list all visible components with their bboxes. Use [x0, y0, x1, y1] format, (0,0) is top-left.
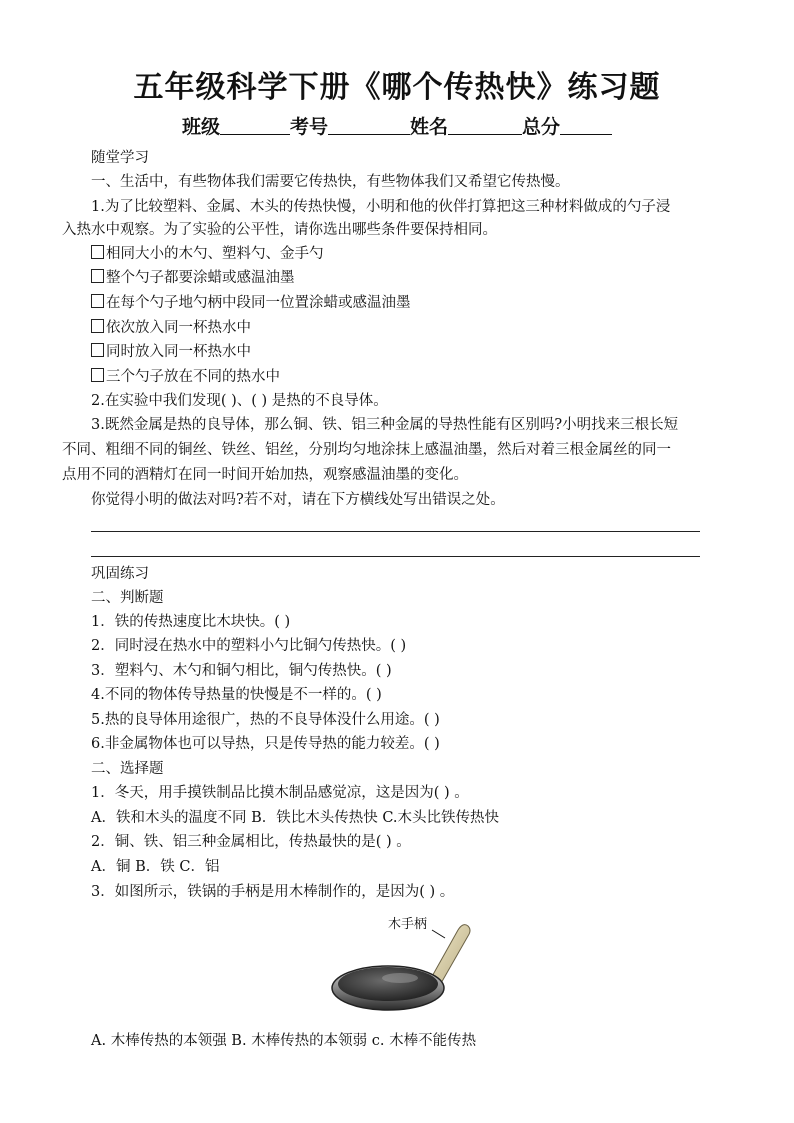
exam-blank[interactable]	[328, 116, 410, 135]
judge-item: 5.热的良导体用途很广，热的不良导体没什么用途。( )	[91, 712, 440, 728]
class-label: 班级	[181, 116, 220, 138]
question-1-text: 1.为了比较塑料、金属、木头的传热快慢，小明和他的伙伴打算把这三种材料做成的勺子浸	[91, 199, 671, 215]
checkbox-icon[interactable]	[91, 319, 104, 333]
handle-label: 木手柄	[388, 917, 428, 932]
class-blank[interactable]	[220, 116, 290, 135]
question-3-text-cont: 不同、粗细不同的铜丝、铁丝、铝丝，分别均匀地涂抹上感温油墨，然后对着三根金属丝的同一	[62, 442, 671, 458]
option-item[interactable]: 整个勺子都要涂蜡或感温油墨	[91, 268, 295, 288]
score-blank[interactable]	[560, 116, 612, 135]
frying-pan-figure	[330, 910, 480, 1020]
option-item[interactable]: 依次放入同一杯热水中	[91, 318, 251, 338]
student-info-line	[0, 112, 794, 139]
choice-question: 3．如图所示，铁锅的手柄是用木棒制作的，是因为( ) 。	[91, 884, 455, 900]
choice-options: A．铁和木头的温度不同 B．铁比木头传热快 C.木头比铁传热快	[91, 810, 500, 826]
question-3-text-cont: 点用不同的酒精灯在同一时间开始加热，观察感温油墨的变化。	[62, 467, 468, 483]
label-pointer	[432, 930, 445, 938]
pan-highlight	[382, 973, 418, 983]
section-heading: 巩固练习	[91, 566, 149, 582]
choice-options: A. 木棒传热的本领强 B. 木棒传热的本领弱 c. 木棒不能传热	[91, 1033, 477, 1049]
choice-question: 2．铜、铁、铝三种金属相比，传热最快的是( ) 。	[91, 834, 411, 850]
judge-item: 2．同时浸在热水中的塑料小勺比铜勺传热快。( )	[91, 638, 407, 654]
question-2-text: 2.在实验中我们发现( )、( ) 是热的不良导体。	[91, 393, 388, 409]
pan-inside	[338, 967, 438, 1001]
section-heading: 随堂学习	[91, 150, 149, 166]
score-label: 总分	[522, 116, 561, 138]
section-intro: 一、生活中，有些物体我们需要它传热快，有些物体我们又希望它传热慢。	[91, 174, 570, 190]
question-1-text-cont: 入热水中观察。为了实验的公平性，请你选出哪些条件要保持相同。	[62, 222, 497, 238]
answer-line[interactable]	[91, 531, 700, 532]
option-item[interactable]: 在每个勺子地勺柄中段同一位置涂蜡或感温油墨	[91, 293, 411, 313]
checkbox-icon[interactable]	[91, 294, 104, 308]
checkbox-icon[interactable]	[91, 269, 104, 283]
choice-heading: 二、选择题	[91, 761, 164, 777]
option-item[interactable]: 同时放入同一杯热水中	[91, 342, 251, 362]
checkbox-icon[interactable]	[91, 368, 104, 382]
judge-item: 4.不同的物体传导热量的快慢是不一样的。( )	[91, 687, 382, 703]
checkbox-icon[interactable]	[91, 245, 104, 259]
judge-heading: 二、判断题	[91, 590, 164, 606]
judge-item: 1．铁的传热速度比木块快。( )	[91, 614, 291, 630]
option-item[interactable]: 相同大小的木勺、塑料勺、金手勺	[91, 244, 324, 264]
name-label: 姓名	[410, 116, 449, 138]
name-blank[interactable]	[448, 116, 522, 135]
option-item[interactable]: 三个勺子放在不同的热水中	[91, 367, 280, 387]
choice-options: A．铜 B．铁 C．铝	[91, 859, 220, 875]
judge-item: 3．塑料勺、木勺和铜勺相比，铜勺传热快。( )	[91, 663, 392, 679]
exam-label: 考号	[289, 116, 328, 138]
question-3-text: 3.既然金属是热的良导体，那么铜、铁、铝三种金属的导热性能有区别吗?小明找来三根长短	[91, 417, 679, 433]
answer-line[interactable]	[91, 556, 700, 557]
page-title: 五年级科学下册《哪个传热快》练习题	[133, 70, 661, 105]
choice-question: 1．冬天，用手摸铁制品比摸木制品感觉凉，这是因为( ) 。	[91, 785, 469, 801]
checkbox-icon[interactable]	[91, 343, 104, 357]
judge-item: 6.非金属物体也可以导热，只是传导热的能力较差。( )	[91, 736, 440, 752]
question-3-prompt: 你觉得小明的做法对吗?若不对，请在下方横线处写出错误之处。	[91, 492, 505, 508]
